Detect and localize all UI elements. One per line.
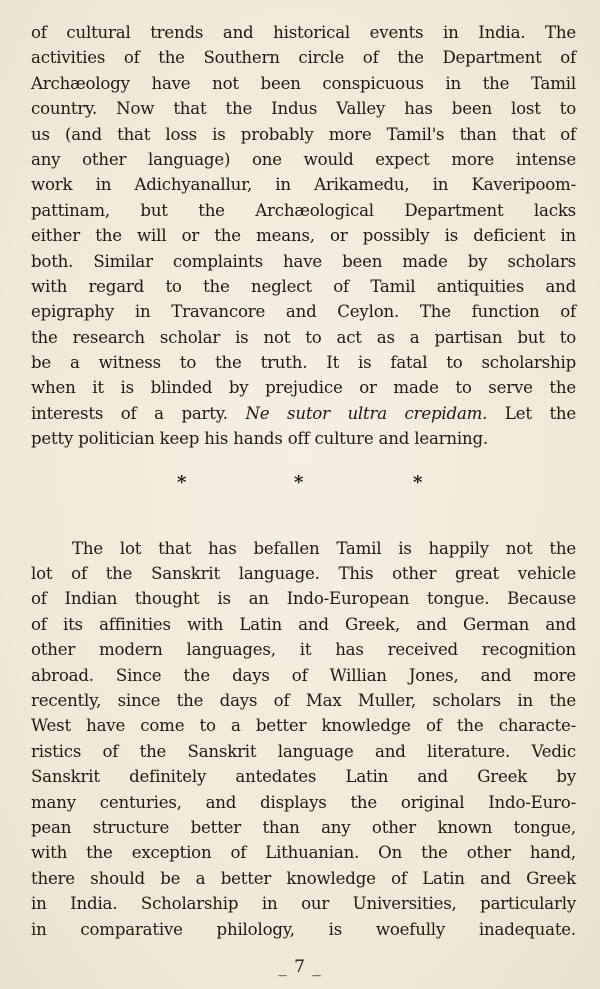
text-segment: interests of a party. [31, 403, 228, 423]
text-line: be a witness to the truth. It is fatal to scholarship [31, 353, 576, 373]
text-line: petty politician keep his hands off culture and learning. [31, 429, 488, 449]
asterisk-ornament: * [294, 471, 304, 493]
paragraph-2 [31, 536, 576, 942]
text-line: both. Similar complaints have been made by scholars [31, 251, 576, 271]
text-line: Archæology have not been conspicuous in the Tamil [31, 73, 576, 93]
text-line: either the will or the means, or possibly is deficient in [31, 226, 576, 246]
text-line: The lot that has befallen Tamil is happily not the [72, 538, 576, 558]
text-line: of Indian thought is an Indo-European tongue. Because [31, 589, 576, 609]
text-line: with the exception of Lithuanian. On the other hand, [31, 843, 576, 863]
text-line: Sanskrit definitely antedates Latin and Greek by [31, 767, 576, 787]
text-line: epigraphy in Travancore and Ceylon. The function of [31, 302, 576, 322]
text-line: of its affinities with Latin and Greek, and German and [31, 614, 576, 634]
text-segment: Let the [504, 403, 577, 423]
text-line: many centuries, and displays the original Indo-Euro- [31, 792, 576, 812]
text-line: of cultural trends and historical events in India. The [31, 23, 576, 42]
text-line: other modern languages, it has received recognition [31, 640, 576, 660]
text-line: in India. Scholarship in our Universities, particularly [31, 894, 576, 914]
text-line: activities of the Southern circle of the Department of [31, 48, 576, 68]
text-line: there should be a better knowledge of Latin and Greek [31, 868, 576, 888]
section-separator [31, 466, 576, 504]
text-line: when it is blinded by prejudice or made to serve the [31, 378, 576, 398]
text-line: the research scholar is not to act as a partisan but to [31, 327, 576, 347]
text-line: in comparative philology, is woefully inadequate. [31, 919, 576, 939]
asterisk-ornament: * [177, 471, 187, 493]
text-line: recently, since the days of Max Muller, scholars in the [31, 690, 576, 710]
text-line: ristics of the Sanskrit language and literature. Vedic [31, 741, 576, 761]
paragraph-gap [31, 504, 576, 536]
text-line: abroad. Since the days of Willian Jones, and more [31, 665, 576, 685]
text-line: lot of the Sanskrit language. This other great vehicle [31, 564, 576, 584]
paragraph-1 [31, 20, 576, 452]
text-line: us (and that loss is probably more Tamil's than that of [31, 124, 576, 144]
text-line: with regard to the neglect of Tamil antiquities and [31, 276, 576, 296]
text-line: West have come to a better knowledge of the characte- [31, 716, 576, 736]
text-line: any other language) one would expect more intense [31, 149, 576, 169]
asterisk-ornament: * [413, 471, 423, 493]
text-line: pattinam, but the Archæological Department lacks [31, 200, 576, 220]
latin-quote: Ne sutor ultra crepidam. [245, 403, 488, 423]
page-number: _ 7 _ [278, 957, 322, 977]
text-line-with-quote [31, 401, 576, 426]
text-line: country. Now that the Indus Valley has been lost to [31, 99, 576, 119]
text-line: pean structure better than any other known tongue, [31, 817, 576, 837]
text-line: work in Adichyanallur, in Arikamedu, in Kaveripoom- [31, 175, 576, 195]
